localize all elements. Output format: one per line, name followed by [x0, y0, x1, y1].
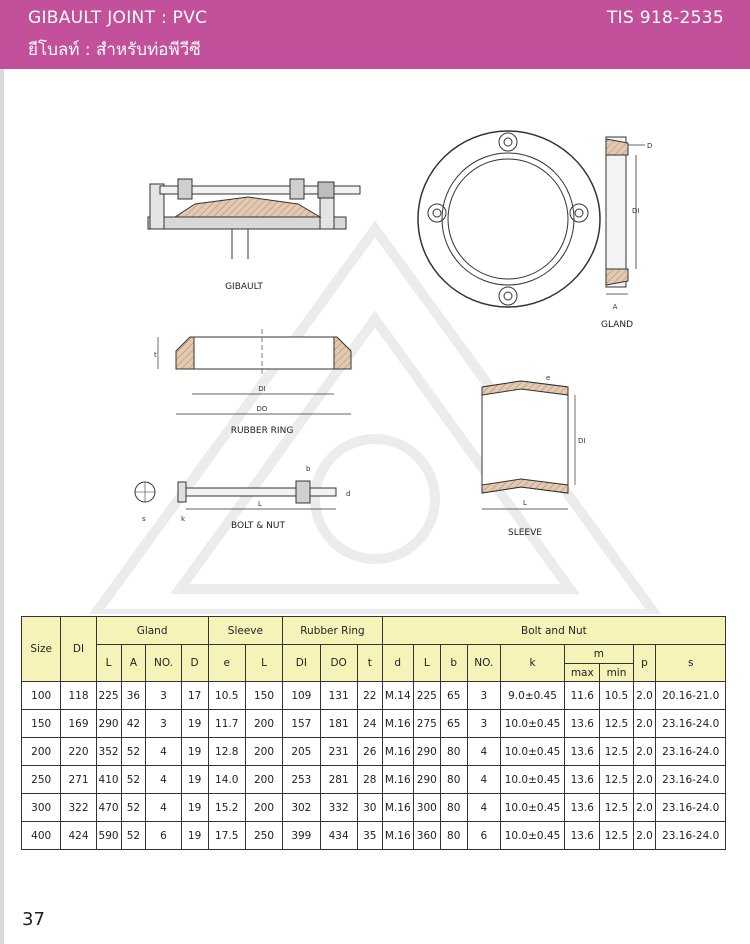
table-cell: 10.0±0.45	[500, 738, 564, 766]
table-cell: 14.0	[208, 766, 245, 794]
bolt-dim-k: k	[181, 515, 186, 523]
header-bolt-nut: Bolt and Nut	[382, 617, 725, 645]
table-cell: 275	[413, 710, 440, 738]
header-bolt-b: b	[440, 645, 467, 682]
table-cell: 13.6	[565, 794, 600, 822]
header-ring-DI: DI	[283, 645, 320, 682]
header-size: Size	[22, 617, 61, 682]
table-cell: 12.5	[600, 822, 633, 850]
table-cell: 12.8	[208, 738, 245, 766]
table-cell: 4	[146, 766, 181, 794]
header-di: DI	[61, 617, 96, 682]
table-row	[22, 794, 726, 822]
table-cell: 12.5	[600, 794, 633, 822]
gland-front-drawing	[418, 131, 600, 307]
table-body	[22, 682, 726, 850]
table-cell: 200	[245, 710, 282, 738]
table-cell: 13.6	[565, 766, 600, 794]
header-gland-D: D	[181, 645, 208, 682]
table-cell: 20.16-21.0	[656, 682, 726, 710]
table-cell: 250	[22, 766, 61, 794]
table-cell: 290	[413, 766, 440, 794]
table-cell: 200	[245, 766, 282, 794]
table-cell: 220	[61, 738, 96, 766]
table-cell: 181	[320, 710, 357, 738]
table-cell: 36	[121, 682, 146, 710]
table-cell: 10.5	[208, 682, 245, 710]
table-cell: 65	[440, 710, 467, 738]
table-cell: 17.5	[208, 822, 245, 850]
watermark-logo	[95, 229, 655, 614]
table-cell: 4	[146, 738, 181, 766]
spec-table	[21, 616, 726, 850]
table-cell: 400	[22, 822, 61, 850]
header-sleeve: Sleeve	[208, 617, 283, 645]
table-cell: 42	[121, 710, 146, 738]
bolt-dim-s: s	[142, 515, 146, 523]
table-cell: 225	[413, 682, 440, 710]
table-cell: 10.0±0.45	[500, 822, 564, 850]
table-cell: 200	[245, 794, 282, 822]
table-cell: 590	[96, 822, 121, 850]
table-cell: 290	[96, 710, 121, 738]
table-cell: 2.0	[633, 710, 656, 738]
table-cell: 35	[357, 822, 382, 850]
bolt-dim-d: d	[346, 490, 351, 498]
bolt-dim-b: b	[306, 465, 311, 473]
page-header	[0, 0, 750, 69]
table-cell: M.16	[382, 766, 413, 794]
gibault-drawing	[148, 179, 360, 292]
title-thai: ยีโบลท์ : สำหรับท่อพีวีซี	[28, 40, 201, 60]
table-cell: 3	[467, 682, 500, 710]
table-cell: 52	[121, 738, 146, 766]
table-cell: 52	[121, 794, 146, 822]
header-bolt-m-min: min	[600, 664, 633, 682]
table-row	[22, 710, 726, 738]
gland-dim-A: A	[612, 303, 618, 311]
table-cell: 4	[467, 738, 500, 766]
table-cell: 290	[413, 738, 440, 766]
table-cell: 80	[440, 822, 467, 850]
table-cell: 424	[61, 822, 96, 850]
table-cell: 470	[96, 794, 121, 822]
table-cell: M.16	[382, 794, 413, 822]
table-cell: 6	[467, 822, 500, 850]
table-cell: 11.6	[565, 682, 600, 710]
table-cell: 225	[96, 682, 121, 710]
table-cell: 200	[245, 738, 282, 766]
table-cell: 19	[181, 794, 208, 822]
sleeve-label: SLEEVE	[508, 528, 542, 538]
table-cell: 28	[357, 766, 382, 794]
header-bolt-s: s	[656, 645, 726, 682]
table-cell: 6	[146, 822, 181, 850]
sleeve-drawing	[482, 374, 585, 538]
table-cell: 271	[61, 766, 96, 794]
table-cell: 118	[61, 682, 96, 710]
header-gland: Gland	[96, 617, 208, 645]
table-cell: 2.0	[633, 682, 656, 710]
table-cell: 4	[146, 794, 181, 822]
gibault-label: GIBAULT	[225, 282, 263, 292]
ring-dim-DO: DO	[256, 405, 268, 413]
table-cell: 100	[22, 682, 61, 710]
table-cell: 12.5	[600, 710, 633, 738]
table-cell: 80	[440, 738, 467, 766]
sleeve-dim-DI: DI	[578, 437, 586, 445]
table-cell: 19	[181, 738, 208, 766]
table-cell: 10.0±0.45	[500, 794, 564, 822]
table-cell: 322	[61, 794, 96, 822]
table-cell: 205	[283, 738, 320, 766]
table-cell: 15.2	[208, 794, 245, 822]
table-cell: 399	[283, 822, 320, 850]
table-cell: 4	[467, 794, 500, 822]
table-cell: 19	[181, 766, 208, 794]
table-cell: 157	[283, 710, 320, 738]
table-row	[22, 822, 726, 850]
table-header-groups	[22, 617, 726, 645]
table-cell: 19	[181, 710, 208, 738]
table-cell: 3	[146, 710, 181, 738]
table-cell: 300	[413, 794, 440, 822]
table-cell: 17	[181, 682, 208, 710]
table-cell: 131	[320, 682, 357, 710]
header-bolt-m-max: max	[565, 664, 600, 682]
table-cell: 332	[320, 794, 357, 822]
table-cell: 24	[357, 710, 382, 738]
header-ring-DO: DO	[320, 645, 357, 682]
table-cell: 360	[413, 822, 440, 850]
header-bolt-d: d	[382, 645, 413, 682]
table-row	[22, 766, 726, 794]
title-english: GIBAULT JOINT : PVC	[28, 8, 208, 28]
table-cell: 150	[22, 710, 61, 738]
bolt-nut-label: BOLT & NUT	[231, 521, 285, 531]
table-cell: 2.0	[633, 738, 656, 766]
sleeve-dim-L: L	[523, 499, 527, 507]
table-cell: 10.0±0.45	[500, 710, 564, 738]
table-cell: 434	[320, 822, 357, 850]
table-cell: 80	[440, 794, 467, 822]
table-cell: 250	[245, 822, 282, 850]
table-cell: 26	[357, 738, 382, 766]
header-bolt-NO: NO.	[467, 645, 500, 682]
header-gland-A: A	[121, 645, 146, 682]
table-cell: 253	[283, 766, 320, 794]
ring-dim-DI: DI	[258, 385, 266, 393]
table-cell: 52	[121, 822, 146, 850]
sleeve-dim-e: e	[546, 374, 551, 382]
page-number: 37	[22, 909, 45, 930]
gland-side-drawing	[601, 137, 652, 330]
table-cell: 52	[121, 766, 146, 794]
table-cell: 23.16-24.0	[656, 710, 726, 738]
rubber-ring-drawing	[154, 329, 351, 436]
table-cell: 200	[22, 738, 61, 766]
table-cell: 3	[146, 682, 181, 710]
table-cell: 23.16-24.0	[656, 794, 726, 822]
table-cell: 231	[320, 738, 357, 766]
table-cell: M.16	[382, 822, 413, 850]
table-cell: 2.0	[633, 822, 656, 850]
header-sleeve-L: L	[245, 645, 282, 682]
table-cell: 11.7	[208, 710, 245, 738]
table-cell: 302	[283, 794, 320, 822]
table-cell: 13.6	[565, 822, 600, 850]
header-gland-L: L	[96, 645, 121, 682]
table-cell: 12.5	[600, 738, 633, 766]
rubber-ring-label: RUBBER RING	[230, 426, 294, 436]
technical-drawings	[0, 69, 750, 614]
table-row	[22, 738, 726, 766]
table-cell: 13.6	[565, 738, 600, 766]
ring-dim-t: t	[154, 351, 157, 359]
table-cell: M.16	[382, 738, 413, 766]
standard-code: TIS 918-2535	[606, 8, 724, 28]
table-cell: 2.0	[633, 794, 656, 822]
header-bolt-p: p	[633, 645, 656, 682]
table-cell: 150	[245, 682, 282, 710]
table-cell: 23.16-24.0	[656, 766, 726, 794]
table-cell: 12.5	[600, 766, 633, 794]
gland-dim-D: D	[647, 142, 653, 150]
header-bolt-k: k	[500, 645, 564, 682]
header-gland-NO: NO.	[146, 645, 181, 682]
table-cell: 80	[440, 766, 467, 794]
table-cell: 30	[357, 794, 382, 822]
header-sleeve-e: e	[208, 645, 245, 682]
table-cell: M.14	[382, 682, 413, 710]
table-cell: 10.5	[600, 682, 633, 710]
table-cell: 13.6	[565, 710, 600, 738]
table-cell: 352	[96, 738, 121, 766]
header-bolt-L: L	[413, 645, 440, 682]
table-cell: 410	[96, 766, 121, 794]
table-cell: 4	[467, 766, 500, 794]
table-cell: 23.16-24.0	[656, 822, 726, 850]
table-cell: 169	[61, 710, 96, 738]
table-row	[22, 682, 726, 710]
table-cell: 65	[440, 682, 467, 710]
gland-label: GLAND	[600, 320, 634, 330]
table-header-sub	[22, 645, 726, 664]
table-cell: 300	[22, 794, 61, 822]
table-cell: 109	[283, 682, 320, 710]
table-cell: 19	[181, 822, 208, 850]
table-cell: 10.0±0.45	[500, 766, 564, 794]
gland-dim-DI: DI	[632, 207, 640, 215]
table-cell: 3	[467, 710, 500, 738]
table-cell: 281	[320, 766, 357, 794]
header-ring-t: t	[357, 645, 382, 682]
table-cell: M.16	[382, 710, 413, 738]
header-rubber-ring: Rubber Ring	[283, 617, 383, 645]
header-bolt-m: m	[565, 645, 633, 664]
bolt-dim-L: L	[258, 500, 262, 508]
table-cell: 22	[357, 682, 382, 710]
table-cell: 9.0±0.45	[500, 682, 564, 710]
table-cell: 23.16-24.0	[656, 738, 726, 766]
table-cell: 2.0	[633, 766, 656, 794]
